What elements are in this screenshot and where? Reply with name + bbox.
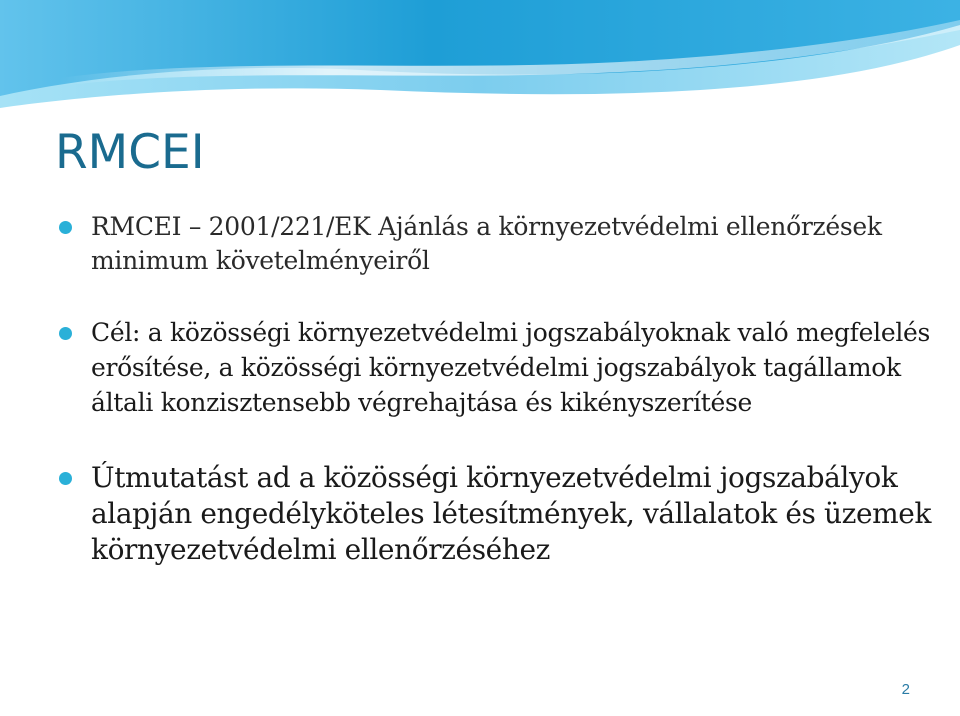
- bullet-text: Útmutatást ad a közösségi környezetvédelmi jogszabályok alapján engedélyköteles létesítmények, vállalatok és üzemek környezetvédelmi ellenőrzéséhez: [91, 461, 932, 566]
- bullet-text: RMCEI – 2001/221/EK Ajánlás a környezetvédelmi ellenőrzések minimum követelményeiről: [91, 212, 882, 275]
- bullet-dot-icon: [59, 327, 72, 340]
- bullet-text: Cél: a közösségi környezetvédelmi jogszabályoknak való megfelelés erősítése, a közösségi környezetvédelmi jogszabályok tagállamok általi konzisztensebb végrehajtása és kikényszerítése: [91, 318, 931, 417]
- bullet-dot-icon: [59, 472, 72, 485]
- slide-title: RMCEI: [55, 125, 205, 180]
- bullet-list: [58, 210, 938, 568]
- bullet-dot-icon: [59, 221, 72, 234]
- wave-banner: [0, 0, 960, 110]
- bullet-item: [58, 210, 938, 278]
- page-number: 2: [901, 681, 910, 698]
- bullet-item: [58, 460, 938, 568]
- bullet-item: [58, 315, 938, 420]
